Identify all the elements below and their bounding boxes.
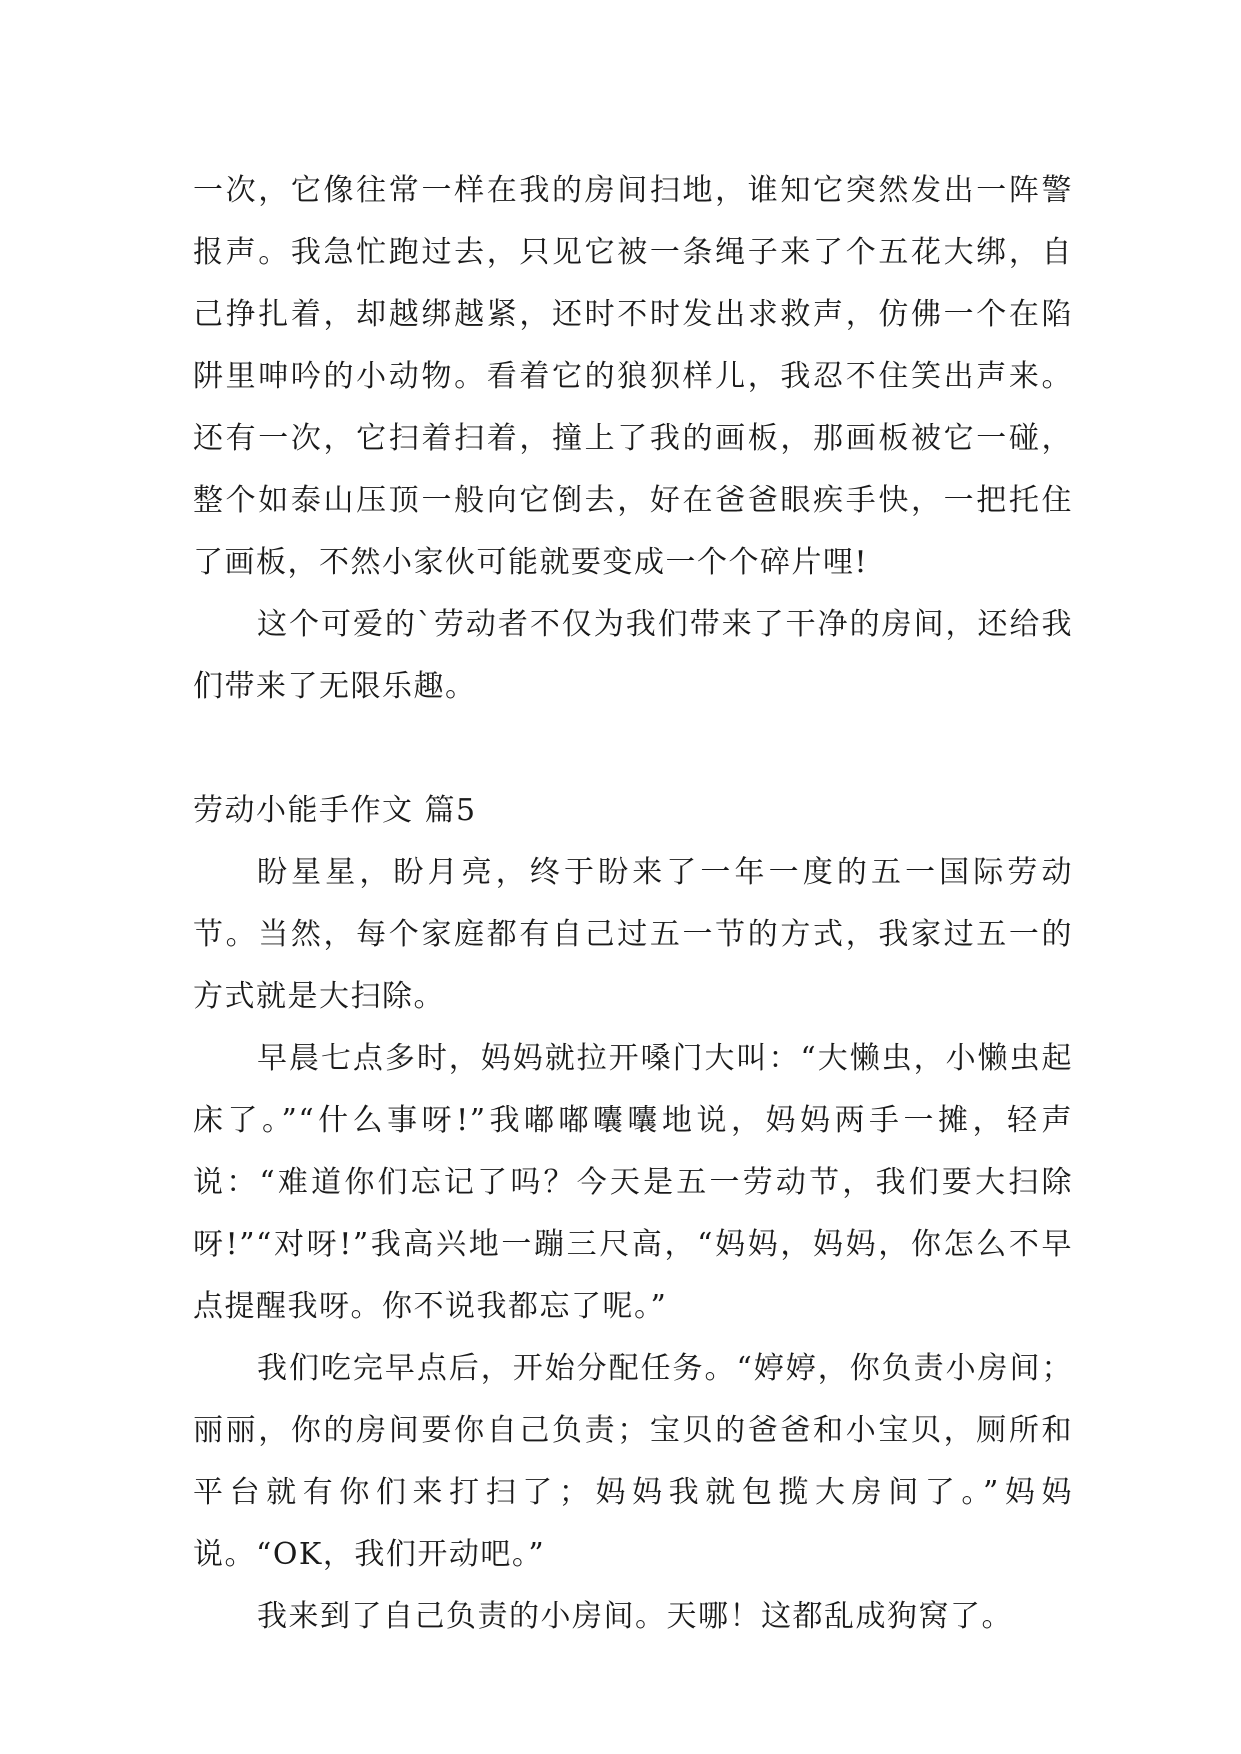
essay-paragraph: 早晨七点多时，妈妈就拉开嗓门大叫：“大懒虫，小懒虫起床了。”“什么事呀!”我嘟嘟囔囔地说，妈妈两手一摊，轻声说：“难道你们忘记了吗？今天是五一劳动节，我们要大扫除呀!”“对呀!”我高兴地一蹦三尺高，“妈妈，妈妈，你怎么不早点提醒我呀。你不说我都忘了呢。”	[193, 1041, 1073, 1324]
essay-paragraph: 盼星星，盼月亮，终于盼来了一年一度的五一国际劳动节。当然，每个家庭都有自己过五一节的方式，我家过五一的方式就是大扫除。	[193, 855, 1073, 1014]
essay-paragraph: 我们吃完早点后，开始分配任务。“婷婷，你负责小房间；丽丽，你的房间要你自己负责；宝贝的爸爸和小宝贝，厕所和平台就有你们来打扫了；妈妈我就包揽大房间了。”妈妈说。“OK，我们开动吧。”	[193, 1351, 1073, 1572]
section-heading: 劳动小能手作文 篇5	[193, 793, 477, 828]
paragraph: 这个可爱的`劳动者不仅为我们带来了干净的房间，还给我们带来了无限乐趣。	[193, 607, 1073, 704]
document-body	[193, 160, 1073, 1648]
paragraph-continued: 一次，它像往常一样在我的房间扫地，谁知它突然发出一阵警报声。我急忙跑过去，只见它被一条绳子来了个五花大绑，自己挣扎着，却越绑越紧，还时不时发出求救声，仿佛一个在陷阱里呻吟的小动物。看着它的狼狈样儿，我忍不住笑出声来。还有一次，它扫着扫着，撞上了我的画板，那画板被它一碰，整个如泰山压顶一般向它倒去，好在爸爸眼疾手快，一把托住了画板，不然小家伙可能就要变成一个个碎片哩!	[193, 173, 1073, 580]
essay-paragraph: 我来到了自己负责的小房间。天哪！这都乱成狗窝了。	[257, 1599, 1013, 1634]
section-spacer	[193, 718, 1073, 780]
